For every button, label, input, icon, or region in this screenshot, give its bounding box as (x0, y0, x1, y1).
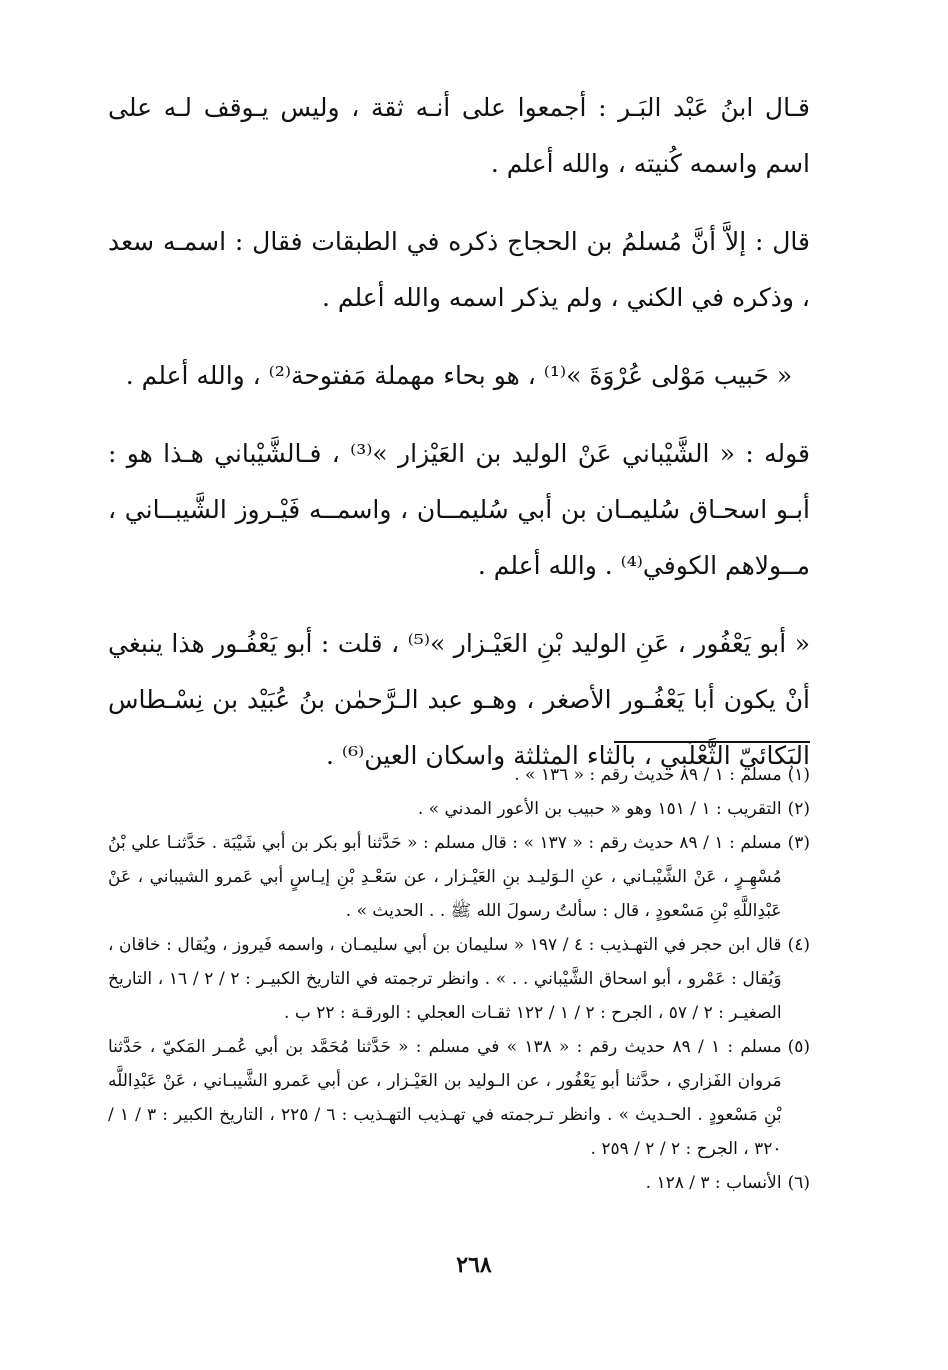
footnote (108, 792, 810, 826)
footnote-number: (٢) (787, 799, 810, 819)
footnote-text: مسلم : ١ / ٨٩ حديث رقم : « ١٣٨ » في مسلم : « حَدَّثنا مُحَمَّد بن أبي عُمـر المَكيّ ، حَدَّثنا مَروان الفَزاري ، حدَّثنا أبو يَعْفُور ، عن الـوليد بن العَيْـزار ، عن أبي عَمرو الشَّيبـاني ، عَنْ عَبْدِاللَّه بْنِ مَسْعودٍ . الحـديث » . وانظر تـرجمته في تهـذيب التهـذيب : ٦ / ٢٢٥ ، التاريخ الكبير : ٣ / ١ / ٣٢٠ ، الجرح : ٢ / ٢ / ٢٥٩ . (108, 1037, 782, 1159)
main-text (108, 80, 810, 806)
footnote-number: (٤) (787, 935, 810, 955)
footnote-number: (٣) (787, 833, 810, 853)
paragraph-muslim-tabaqat: قال : إلاَّ أنَّ مُسلمُ بن الحجاج ذكره في الطبقات فقال : اسمـه سعد ، وذكره في الكني ، ولم يذكر اسمه والله أعلم . (108, 227, 810, 312)
paragraph-shaybani: قوله : « الشَّيْباني عَنْ الوليد بن العَيْزار »⁽³⁾ ، فـالشَّيْباني هـذا هو : أبـو اسحـاق سُليمـان بن أبي سُليمــان ، واسمــه فَيْـروز الشَّيبــاني ، مــولاهم الكوفي⁽⁴⁾ . والله أعلم . (108, 439, 810, 580)
footnote (108, 928, 810, 1030)
footnote-text: التقريب : ١ / ١٥١ وهو « حبيب بن الأعور المدني » . (417, 799, 782, 819)
footnote (108, 826, 810, 928)
footnotes (108, 758, 810, 1200)
footnote (108, 758, 810, 792)
footnote (108, 1166, 810, 1200)
footnote-text: مسلم : ١ / ٨٩ حديث رقم : « ١٣٧ » : قال مسلم : « حَدَّثنا أبو بكر بن أبي شَيْبَة . حَدَّثنـا علي بْنُ مُسْهِـرٍ ، عَنْ الشَّيْبـاني ، عنِ الـوَليـد بنِ العَيْـزار ، عن سَعْـدِ بْنِ إيـاسٍ أبي عَمرو الشيباني ، عَنْ عَبْدِاللَّهِ بْنِ مَسْعودٍ ، قال : سألتُ رسولَ الله ﷺ . . الحديث » . (108, 833, 782, 921)
page-number: ٢٦٨ (456, 1252, 492, 1278)
footnote-separator (614, 741, 810, 743)
footnote-number: (٥) (787, 1037, 810, 1057)
footnote-number: (١) (787, 765, 810, 785)
paragraph-habib-mawla-urwa: « حَبيب مَوْلى عُرْوَةَ »⁽¹⁾ ، هو بحاء مهملة مَفتوحة⁽²⁾ ، والله أعلم . (125, 361, 793, 390)
paragraph-ibn-abd-al-barr: قـال ابنُ عَبْد البَـر : أجمعوا على أنـه ثقة ، وليس يـوقف لـه على اسم واسمه كُنيته ، والله أعلم . (108, 93, 810, 178)
footnote-text: مسلم : ١ / ٨٩ حديث رقم : « ١٣٦ » . (514, 765, 782, 785)
footnote-text: الأنساب : ٣ / ١٢٨ . (645, 1173, 782, 1193)
footnote-text: قال ابن حجر في التهـذيب : ٤ / ١٩٧ « سليمان بن أبي سليمـان ، واسمه فَيروز ، ويُقال : خاقان ، وَيُقال : عَمْرو ، أبو اسحاق الشَّيْباني . . » . وانظر ترجمته في التاريخ الكبيـر : ٢ / ٢ / ١٦ ، التاريخ الصغيـر : ٢ / ٥٧ ، الجرح : ٢ / ١ / ١٢٢ ثقـات العجلي : الورقـة : ٢٢ ب . (108, 935, 782, 1023)
footnote-number: (٦) (787, 1173, 810, 1193)
footnote (108, 1030, 810, 1166)
paragraph-abu-yafur: « أبو يَعْفُور ، عَنِ الوليد بْنِ العَيْـزار »⁽⁵⁾ ، قلت : أبو يَعْفُـور هذا ينبغي أنْ يكون أبا يَعْفُـور الأصغر ، وهـو عبد الـرَّحمٰن بنُ عُبَيْد بن نِسْـطاس البَكائيّ الثَّعْلَبي ، بالثاء المثلثة واسكان العين⁽⁶⁾ . (108, 629, 810, 770)
